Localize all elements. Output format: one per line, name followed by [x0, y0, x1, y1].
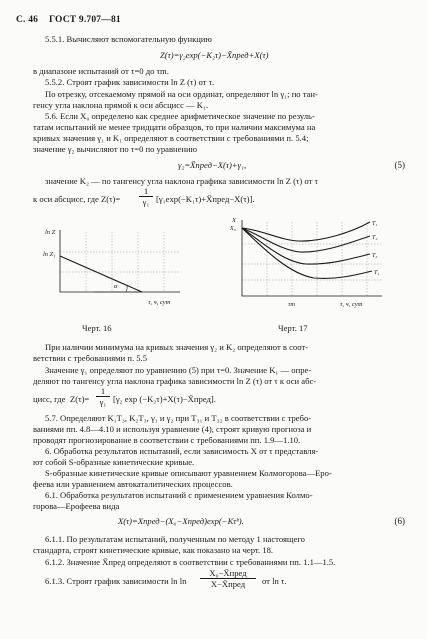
text-line: горова—Ерофеева вида — [33, 501, 120, 511]
curve-label-t3: T₃ — [372, 253, 378, 259]
text-line: от ln τ. — [262, 576, 287, 586]
text-line: ветствии с требованиями п. 5.5 — [33, 353, 147, 363]
fraction-numerator: 1 — [100, 386, 106, 396]
text-line: Значение γ₁ определяют по уравнению (5) при τ=0. Значение K₁ — опре- — [45, 365, 312, 375]
text-line: [γ₂ exp (−K₂τ)+X(τ)−X̄пред]. — [113, 394, 216, 404]
x-axis-label: τ, ч, сут — [148, 299, 171, 306]
y-axis-label: X — [232, 217, 236, 224]
text-line: к оси абсцисс, где Z(τ)= — [33, 194, 121, 204]
curve-label-t2: T₂ — [372, 235, 378, 241]
x-axis-label: τ, ч, сут — [340, 301, 363, 308]
fraction-denominator: γ₁ — [139, 196, 153, 207]
x-tick-label: τm — [288, 301, 296, 308]
trend-line — [60, 256, 142, 292]
text-line: деляют по тангенсу угла наклона графика зависимости ln Z (τ) от τ к оси абс- — [33, 376, 317, 386]
figure-17 — [222, 214, 407, 324]
fraction-denominator: X−X̄пред — [200, 578, 256, 589]
text-line: 6.1. Обработка результатов испытаний с применением уравнения Колмо- — [45, 490, 313, 500]
text-line: 6.1.2. Значение X̄пред определяют в соответствии с требованиями пп. 1.1—1.5. — [45, 557, 336, 567]
text-line: значение γ₂ вычисляют по τ=0 по уравнению — [33, 144, 198, 154]
equation: γ₂=X̄пред−X(τ)+γ₁, — [178, 160, 247, 170]
text-line: 6.1.3. Строят график зависимости ln ln — [45, 576, 187, 586]
figure-16 — [30, 222, 200, 322]
axes — [242, 220, 382, 296]
text-line: генсу угла наклона прямой к оси абсцисс — K₁. — [33, 100, 209, 110]
page-header: С. 46 — [16, 15, 39, 25]
text-line: 6. Обработка результатов испытаний, если зависимость X от τ представля- — [45, 446, 319, 456]
text-line: значение K₂ — по тангенсу угла наклона графика зависимости ln Z (τ) от τ — [45, 176, 318, 186]
equation-number: (6) — [394, 516, 405, 526]
fraction — [200, 568, 256, 589]
equation-number: (5) — [394, 160, 405, 170]
text-line: ваниями пп. 4.8—4.10 и используя уравнение (4), строят кривую прогноза и — [33, 424, 312, 434]
text-line: 5.5.1. Вычисляют вспомогательную функцию — [45, 34, 212, 44]
fraction-denominator: γ₁ — [96, 396, 110, 407]
text-line: При наличии минимума на кривых значения γ₂ и K₂ определяют в соот- — [45, 342, 308, 352]
standard-title: ГОСТ 9.707—81 — [49, 15, 121, 25]
fraction-numerator: X₀−X̄пред — [209, 568, 247, 578]
y-axis-start-label: X₀ — [230, 226, 236, 232]
text-line: S-образные кинетические кривые описывают уравнением Колмогорова—Еро- — [45, 468, 332, 478]
curve-t4 — [242, 228, 372, 278]
text-line: Z(τ)= — [70, 394, 90, 404]
fraction — [96, 386, 110, 407]
figure-16-caption: Черт. 16 — [82, 323, 112, 333]
text-line: ют собой S-образные кинетические кривые. — [33, 457, 195, 467]
text-line: кривых значения γ₁ и K₁ определяют в соответствии с требованиями п. 5.4; — [33, 133, 309, 143]
fraction — [139, 186, 153, 207]
text-line: феева или уравнением автокаталитических процессов. — [33, 479, 233, 489]
text-line: [γ₁exp(−K₁τ)+X̄пред−X(τ)]. — [156, 194, 255, 204]
angle-label: α — [114, 283, 118, 290]
text-line: 5.5.2. Строят график зависимости ln Z (τ) от τ. — [45, 77, 215, 87]
curve-label-t1: T₁ — [372, 221, 378, 227]
equation: Z(τ)=γ₂exp(−K₂τ)−X̄пред+X(τ) — [160, 50, 269, 60]
text-line: проводят прогнозирование в соответствии с требованиями пп. 1.9—1.10. — [33, 435, 301, 445]
y-axis-intercept-label: ln Z₁ — [43, 251, 56, 258]
text-line: 5.7. Определяют K₁T₃, K₂T₃, γ₁ и γ₂ при T₃₁ и T₃₂ в соответствии с требо- — [45, 413, 312, 423]
text-line: в диапазоне испытаний от τ=0 до τm. — [33, 66, 169, 76]
text-line: татам испытаний не менее тридцати образцов, то при наличии максимума на — [33, 122, 316, 132]
fraction-numerator: 1 — [143, 186, 149, 196]
text-line: 5.6. Если X₀ определено как среднее арифметическое значение по резуль- — [45, 111, 315, 121]
figure-17-caption: Черт. 17 — [278, 323, 308, 333]
y-axis-label: ln Z — [45, 229, 56, 236]
text-line: цисс, где — [33, 394, 66, 404]
curve-label-t4: T₄ — [374, 270, 380, 276]
text-line: 6.1.1. По результатам испытаний, полученным по методу 1 настоящего — [45, 534, 305, 544]
equation: X(τ)=Xпред−(X₀−Xпред)exp(−Kτᵇ). — [118, 516, 244, 526]
curve-t1 — [242, 222, 370, 241]
text-line: По отрезку, отсекаемому прямой на оси ординат, определяют ln γ₁; по тан- — [45, 89, 318, 99]
text-line: стандарта, строят кинетические кривые, как показано на черт. 18. — [33, 545, 274, 555]
